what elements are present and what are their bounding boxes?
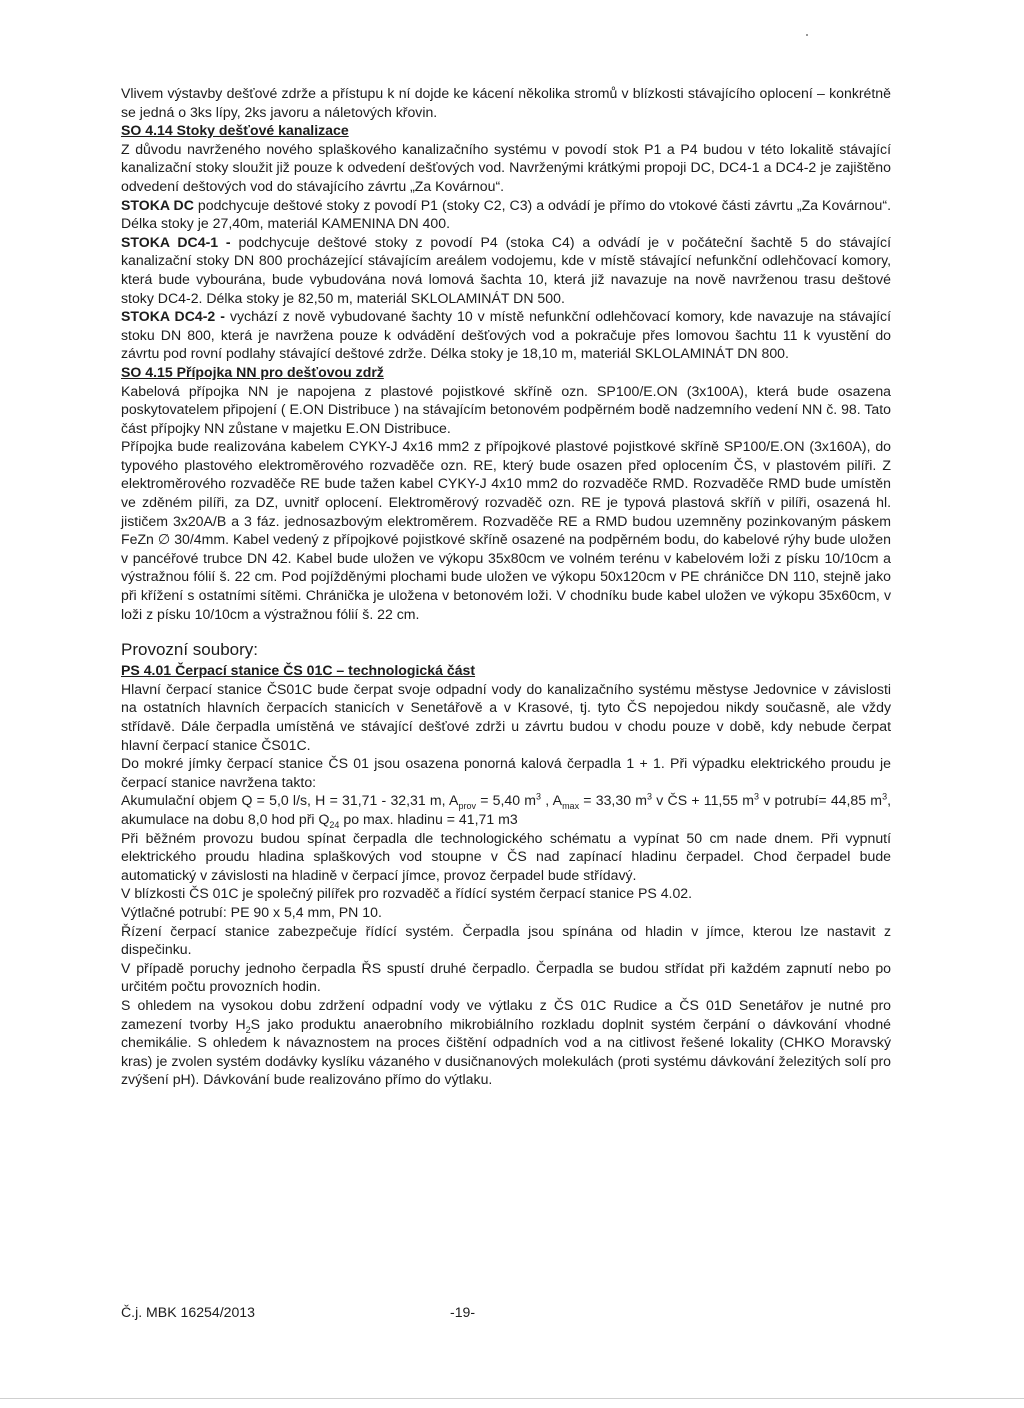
stoka-dc4-2-paragraph <box>121 307 891 363</box>
akum-text-a: Akumulační objem Q = 5,0 l/s, H = 31,71 - 32,31 m, A <box>121 792 459 809</box>
akum-sub-prov: prov <box>458 801 476 812</box>
akumulacni-objem-paragraph <box>121 791 891 828</box>
akum-text-d: = 33,30 m <box>579 792 647 809</box>
akum-sup-4: 3 <box>882 791 888 802</box>
akum-sub-24: 24 <box>329 819 340 830</box>
stoka-dc-text: podchycuje deštové stoky z povodí P1 (stoky C2, C3) a odvádí je přímo do vtokové části závrtu „Za Kovárnou“. Délka stoky je 27,40m, materiál KAMENINA DN 400. <box>121 196 892 232</box>
document-number: Č.j. MBK 16254/2013 <box>121 1304 255 1320</box>
stoka-dc4-2-text: vychází z nově vybudované šachty 10 v místě nefunkční odlehčovací komory, kde navazuje na stávající stoku DN 800, která je navržena pouze k odvádění dešťových vod a pokračuje přes lomovou šachtu 11 k vyustění do závrtu pod rovní podlahy stávající deštové zdrže. Délka stoky je 18,10 m, materiál SKLOLAMINÁT DN 800. <box>121 308 891 362</box>
akum-text-c: , A <box>541 792 563 809</box>
stoka-dc4-1-paragraph <box>121 233 891 307</box>
section-heading-so-4-15: SO 4.15 Přípojka NN pro dešťovou zdrž <box>121 363 384 380</box>
so-4-15-paragraph-1: Kabelová přípojka NN je napojena z plastové pojistkové skříně ozn. SP100/E.ON (3x100A), která bude osazena poskytovatelem připojení ( E.ON Distribuce ) na stávajícím betonovém podpěrném bodě nadzemního vedení NN č. 98. Tato část přípojky NN zůstane v majetku E.ON Distribuce. <box>121 382 891 436</box>
akum-text-g: , akumulace na dobu 8,0 hod při Q <box>121 792 891 827</box>
akum-sub-max: max <box>562 801 580 812</box>
page-number: -19- <box>450 1304 476 1320</box>
stoka-dc4-1-label: STOKA DC4-1 - <box>121 233 231 250</box>
ps-4-01-paragraph-8: V případě poruchy jednoho čerpadla ŘS spustí druhé čerpadlo. Čerpadla se budou střídat při každém zapnutí nebo po určitém počtu provozních hodin. <box>121 959 891 995</box>
section-heading-ps-4-01: PS 4.01 Čerpací stanice ČS 01C – technologická část <box>121 662 476 679</box>
stoka-dc4-2-label: STOKA DC4-2 - <box>121 308 225 325</box>
ps-4-01-paragraph-6: Výtlačné potrubí: PE 90 x 5,4 mm, PN 10. <box>121 903 382 920</box>
ps-4-01-paragraph-4: Při běžném provozu budou spínat čerpadla dle technologického schématu a vypínat 50 cm nade dnem. Při vypnutí elektrického proudu hladina splaškových vod stoupne v ČS nad zapínací hladinu čerpadel. Chod čerpadel bude automatický v závislosti na hladině v čerpací jímce, provoz čerpadel bude střídavý. <box>121 829 891 883</box>
p9-text-b: S jako produktu anaerobního mikrobiálního rozkladu doplnit systém čerpání o dávkování vhodné chemikálie. S ohledem k návaznostem na proces čištění odpadních vod a na citlivost řešené lokality (CHKO Moravský kras) je zvolen systém dodávky kyslíku vázaného v dusičnanových molekulách (proti systému dávkování železitých solí pro zvýšení pH). Dávkování bude realizováno přímo do výtlaku. <box>121 1015 891 1088</box>
scan-edge-line <box>0 1398 1024 1399</box>
ps-4-01-paragraph-9 <box>121 996 891 1089</box>
akum-text-h: po max. hladinu = 41,71 m3 <box>339 810 518 827</box>
akum-sup-3: 3 <box>753 791 759 802</box>
ps-4-01-paragraph-1: Hlavní čerpací stanice ČS01C bude čerpat svoje odpadní vody do kanalizačního systému městyse Jedovnice v závislosti na ostatních hlavních čerpacích stanicích v Senetářově a v Krasové, tj. tyto ČS nepojedou nikdy současně, ale vždy střídavě. Dále čerpadla umístěná ve stávající dešťové zdrži u závrtu budou v chodu pouze v době, kdy nebude čerpat hlavní čerpací stanice ČS01C. <box>121 680 891 753</box>
section-heading-so-4-14: SO 4.14 Stoky dešťové kanalizace <box>121 122 349 139</box>
akum-sup-2: 3 <box>647 791 653 802</box>
ps-4-01-paragraph-2: Do mokré jímky čerpací stanice ČS 01 jsou osazena ponorná kalová čerpadla 1 + 1. Při výpadku elektrického proudu je čerpací stanice navržena takto: <box>121 755 891 790</box>
provozni-soubory-title: Provozní soubory: <box>121 640 259 660</box>
so-4-15-paragraph-2: Přípojka bude realizována kabelem CYKY-J 4x16 mm2 z přípojkové plastové pojistkové skříně SP100/E.ON (3x160A), do typového plastového elektroměrového rozvaděče ozn. RE, který bude osazen před oplocením ČS, v plastovém pilíři. Z elektroměrového rozvaděče RE bude tažen kabel CYKY-J 4x10 mm2 do rozvaděče RMD. Rozvaděče RMD bude umístěn ve zděném pilíři, za DZ, uvnitř oplocení. Elektroměrový rozvaděč ozn. RE je typová plastová skříň v pilíři, osazená hl. jističem 3x20A/B a 3 fáz. jednosazbovým elektroměrem. Rozvaděče RE a RMD budou uzemněny pozinkovaným páskem FeZn ∅ 30/4mm. Kabel vedený z přípojkové pojistkové skříně osazené na podpěrném bodu, do kabelové rýhy bude uložen v pancéřové trubce DN 42. Kabel bude uložen ve výkopu 35x80cm ve volném terénu v kabelovém loži z písku 10/10cm a výstražnou fólií š. 22 cm. Pod pojížděnými plochami bude uložen ve výkopu 50x120cm v PE chráničce DN 110, stejně jako při křížení s ostatními sítěmi. Chránička je uložena v betonovém loži. V chodníku bude kabel uložen ve výkopu 35x60cm, v loži z písku 10/10cm a výstražnou fólií š. 22 cm. <box>121 438 891 622</box>
ps-4-01-paragraph-7: Řízení čerpací stanice zabezpečuje řídící systém. Čerpadla jsou spínána od hladin v jímce, kterou lze nastavit z dispečinku. <box>121 922 891 958</box>
p9-text-a: S ohledem na vysokou dobu zdržení odpadní vody ve výtlaku z ČS 01C Rudice a ČS 01D Senetářov je nutné pro zamezení tvorby H <box>121 996 891 1032</box>
intro-paragraph: Vlivem výstavby dešťové zdrže a přístupu k ní dojde ke kácení několika stromů v blízkosti stávajícího oplocení – konkrétně se jedná o 3ks lípy, 2ks javoru a náletových křovin. <box>121 85 891 120</box>
so-4-14-paragraph: Z důvodu navrženého nového splaškového kanalizačního systému v povodí stok P1 a P4 budou v této lokalitě stávající kanalizační stoky sloužit již pouze k odvedení dešťových vod. Navrženými krátkými propoji DC, DC4-1 a DC4-2 je zajištěno odvedení deštových vod do stávajícího závrtu „Za Kovárnou“. <box>121 140 891 194</box>
ps-4-01-paragraph-5: V blízkosti ČS 01C je společný pilířek pro rozvaděč a řídící systém čerpací stanice PS 4.02. <box>121 885 693 902</box>
akum-text-b: = 5,40 m <box>475 792 537 809</box>
stoka-dc4-1-text: podchycuje deštové stoky z povodí P4 (stoka C4) a odvádí je v počáteční šachtě 5 do stávající kanalizační stoky DN 800 procházející stávajícím areálem vodojemu, kde v místě stávající nefunkční odlehčovací komory, která bude vybourána, bude vybudována nová lomová šachta 10, která již navazuje na nově navrženou trasu deštové stoky DC4-2. Délka stoky je 82,50 m, materiál SKLOLAMINÁT DN 500. <box>121 233 891 306</box>
stoka-dc-label: STOKA DC <box>121 196 194 213</box>
p9-sub-2: 2 <box>245 1024 251 1035</box>
akum-text-f: v potrubí= 44,85 m <box>758 792 883 809</box>
akum-text-e: v ČS + 11,55 m <box>652 792 754 809</box>
scan-speck <box>806 34 808 36</box>
document-page <box>121 84 891 1089</box>
akum-sup-1: 3 <box>536 791 542 802</box>
stoka-dc-paragraph <box>121 196 891 233</box>
